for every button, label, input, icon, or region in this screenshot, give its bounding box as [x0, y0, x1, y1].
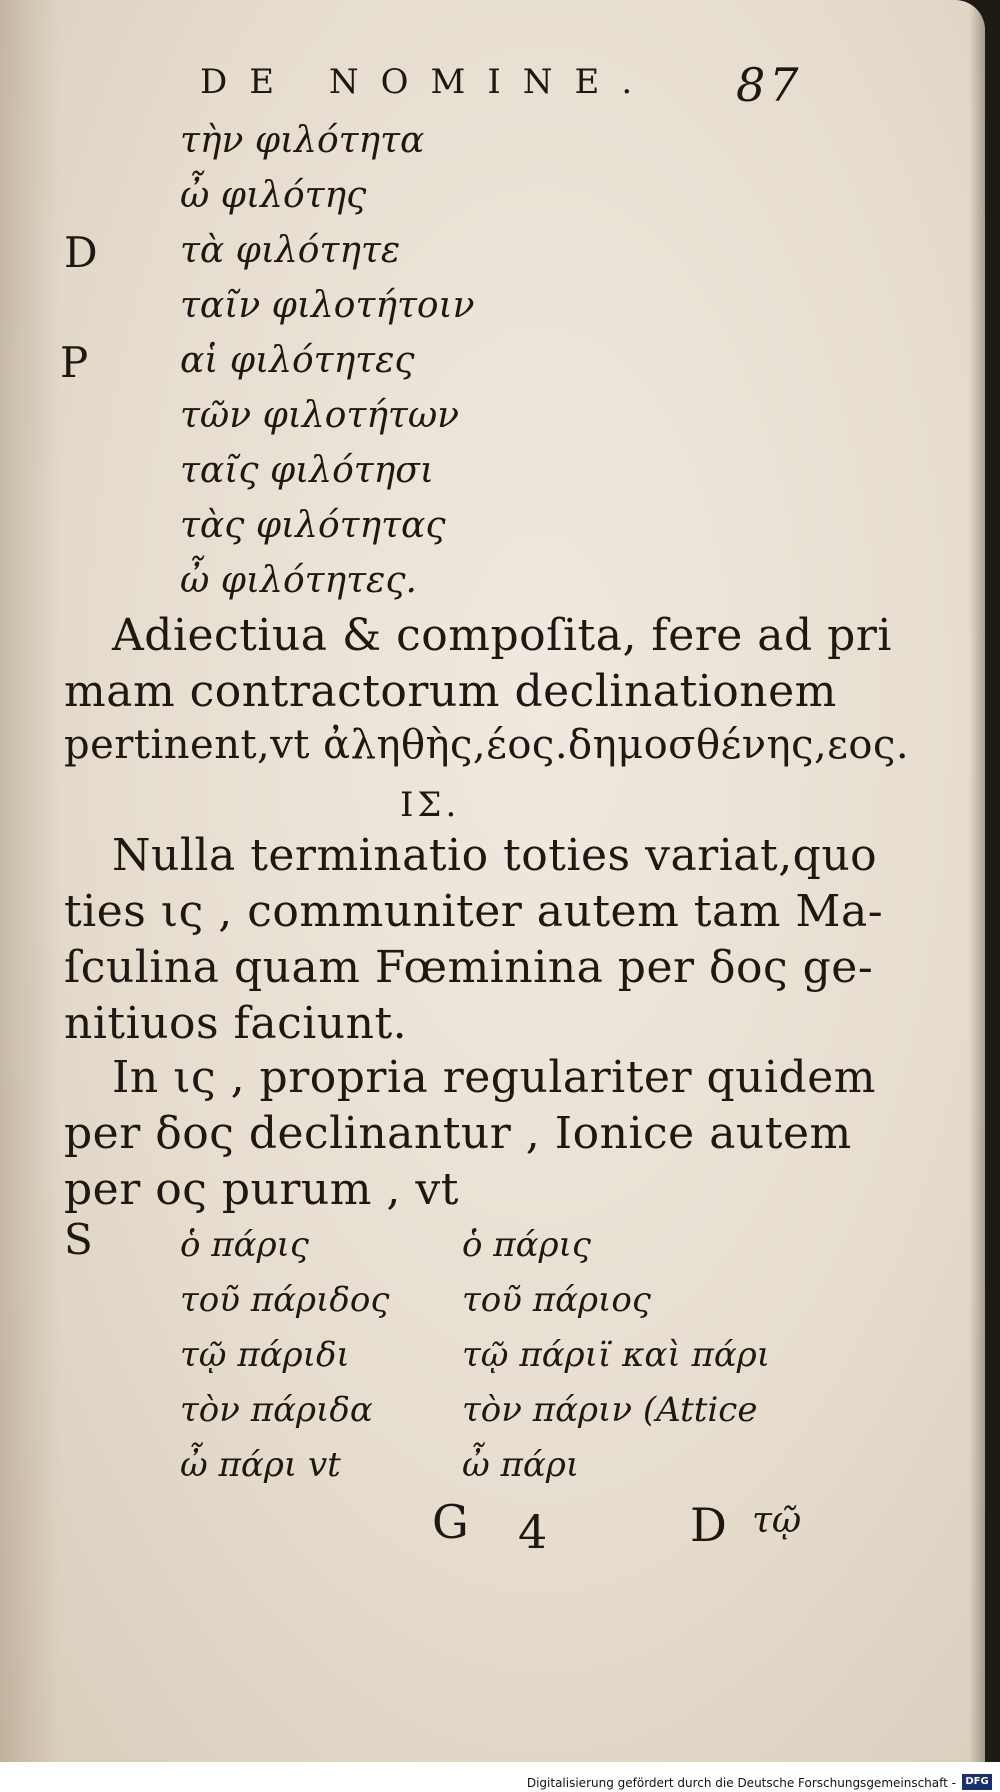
text-line: pertinent,vt ἀληθὴς,έος.δημοσθένης,εος.: [64, 722, 910, 768]
paradigm-line: τὰ φιλότητε: [180, 230, 401, 271]
text-line: per ος purum , vt: [64, 1164, 459, 1215]
page-number: 87: [736, 58, 803, 112]
paradigm-right-line: ὦ πάρι: [462, 1445, 580, 1485]
catchword: τῷ: [752, 1500, 802, 1541]
paradigm-left-line: τοῦ πάριδος: [180, 1280, 390, 1320]
paradigm-line: ταῖς φιλότησι: [180, 450, 434, 491]
paradigm-line: ταῖν φιλοτήτοιν: [180, 285, 475, 326]
text-line: Nulla terminatio toties variat,quo: [112, 830, 878, 881]
text-line: nitiuos faciunt.: [64, 998, 408, 1049]
margin-letter-dual: D: [64, 228, 98, 277]
margin-letter-singular: S: [64, 1215, 93, 1264]
paradigm-left-line: ὁ πάρις: [180, 1225, 309, 1265]
page-edge-shadow: [969, 0, 985, 1762]
signature-mark: G: [432, 1495, 469, 1549]
margin-letter-plural: P: [60, 338, 89, 387]
paradigm-right-line: τοῦ πάριος: [462, 1280, 651, 1320]
text-line: per δος declinantur , Ionice autem: [64, 1108, 852, 1159]
text-line: ſculina quam Fœminina per δος ge-: [64, 942, 874, 993]
paradigm-left-line: ὦ πάρι vt: [180, 1445, 341, 1485]
text-line: ties ις , communiter autem tam Ma-: [64, 886, 884, 937]
text-line: Adiectiua & compoſita, fere ad pri: [112, 610, 892, 661]
signature-number: 4: [518, 1505, 548, 1559]
running-header: DE NOMINE.: [200, 62, 655, 102]
paradigm-right-line: τῷ πάριϊ καὶ πάρι: [462, 1335, 771, 1375]
paradigm-line: τῶν φιλοτήτων: [180, 395, 460, 436]
catchword-letter: D: [690, 1498, 727, 1552]
paradigm-line: ὦ φιλότητες.: [180, 560, 417, 601]
text-line: In ις , propria regulariter quidem: [112, 1052, 876, 1103]
dfg-logo: DFG: [962, 1774, 992, 1790]
funding-credit: Digitalisierung gefördert durch die Deutsche Forschungsgemeinschaft -: [526, 1776, 956, 1790]
paradigm-left-line: τὸν πάριδα: [180, 1390, 373, 1430]
paradigm-line: ὦ φιλότης: [180, 175, 367, 216]
paradigm-line: τὴν φιλότητα: [180, 120, 425, 161]
page-gutter-shadow: [0, 0, 60, 1762]
paradigm-line: τὰς φιλότητας: [180, 505, 446, 546]
text-line: mam contractorum declinationem: [64, 666, 837, 717]
section-heading: ΙΣ.: [400, 785, 461, 825]
paradigm-right-line: τὸν πάριν (Attice: [462, 1390, 758, 1430]
paradigm-right-line: ὁ πάρις: [462, 1225, 591, 1265]
paradigm-left-line: τῷ πάριδι: [180, 1335, 350, 1375]
paradigm-line: αἱ φιλότητες: [180, 340, 415, 381]
